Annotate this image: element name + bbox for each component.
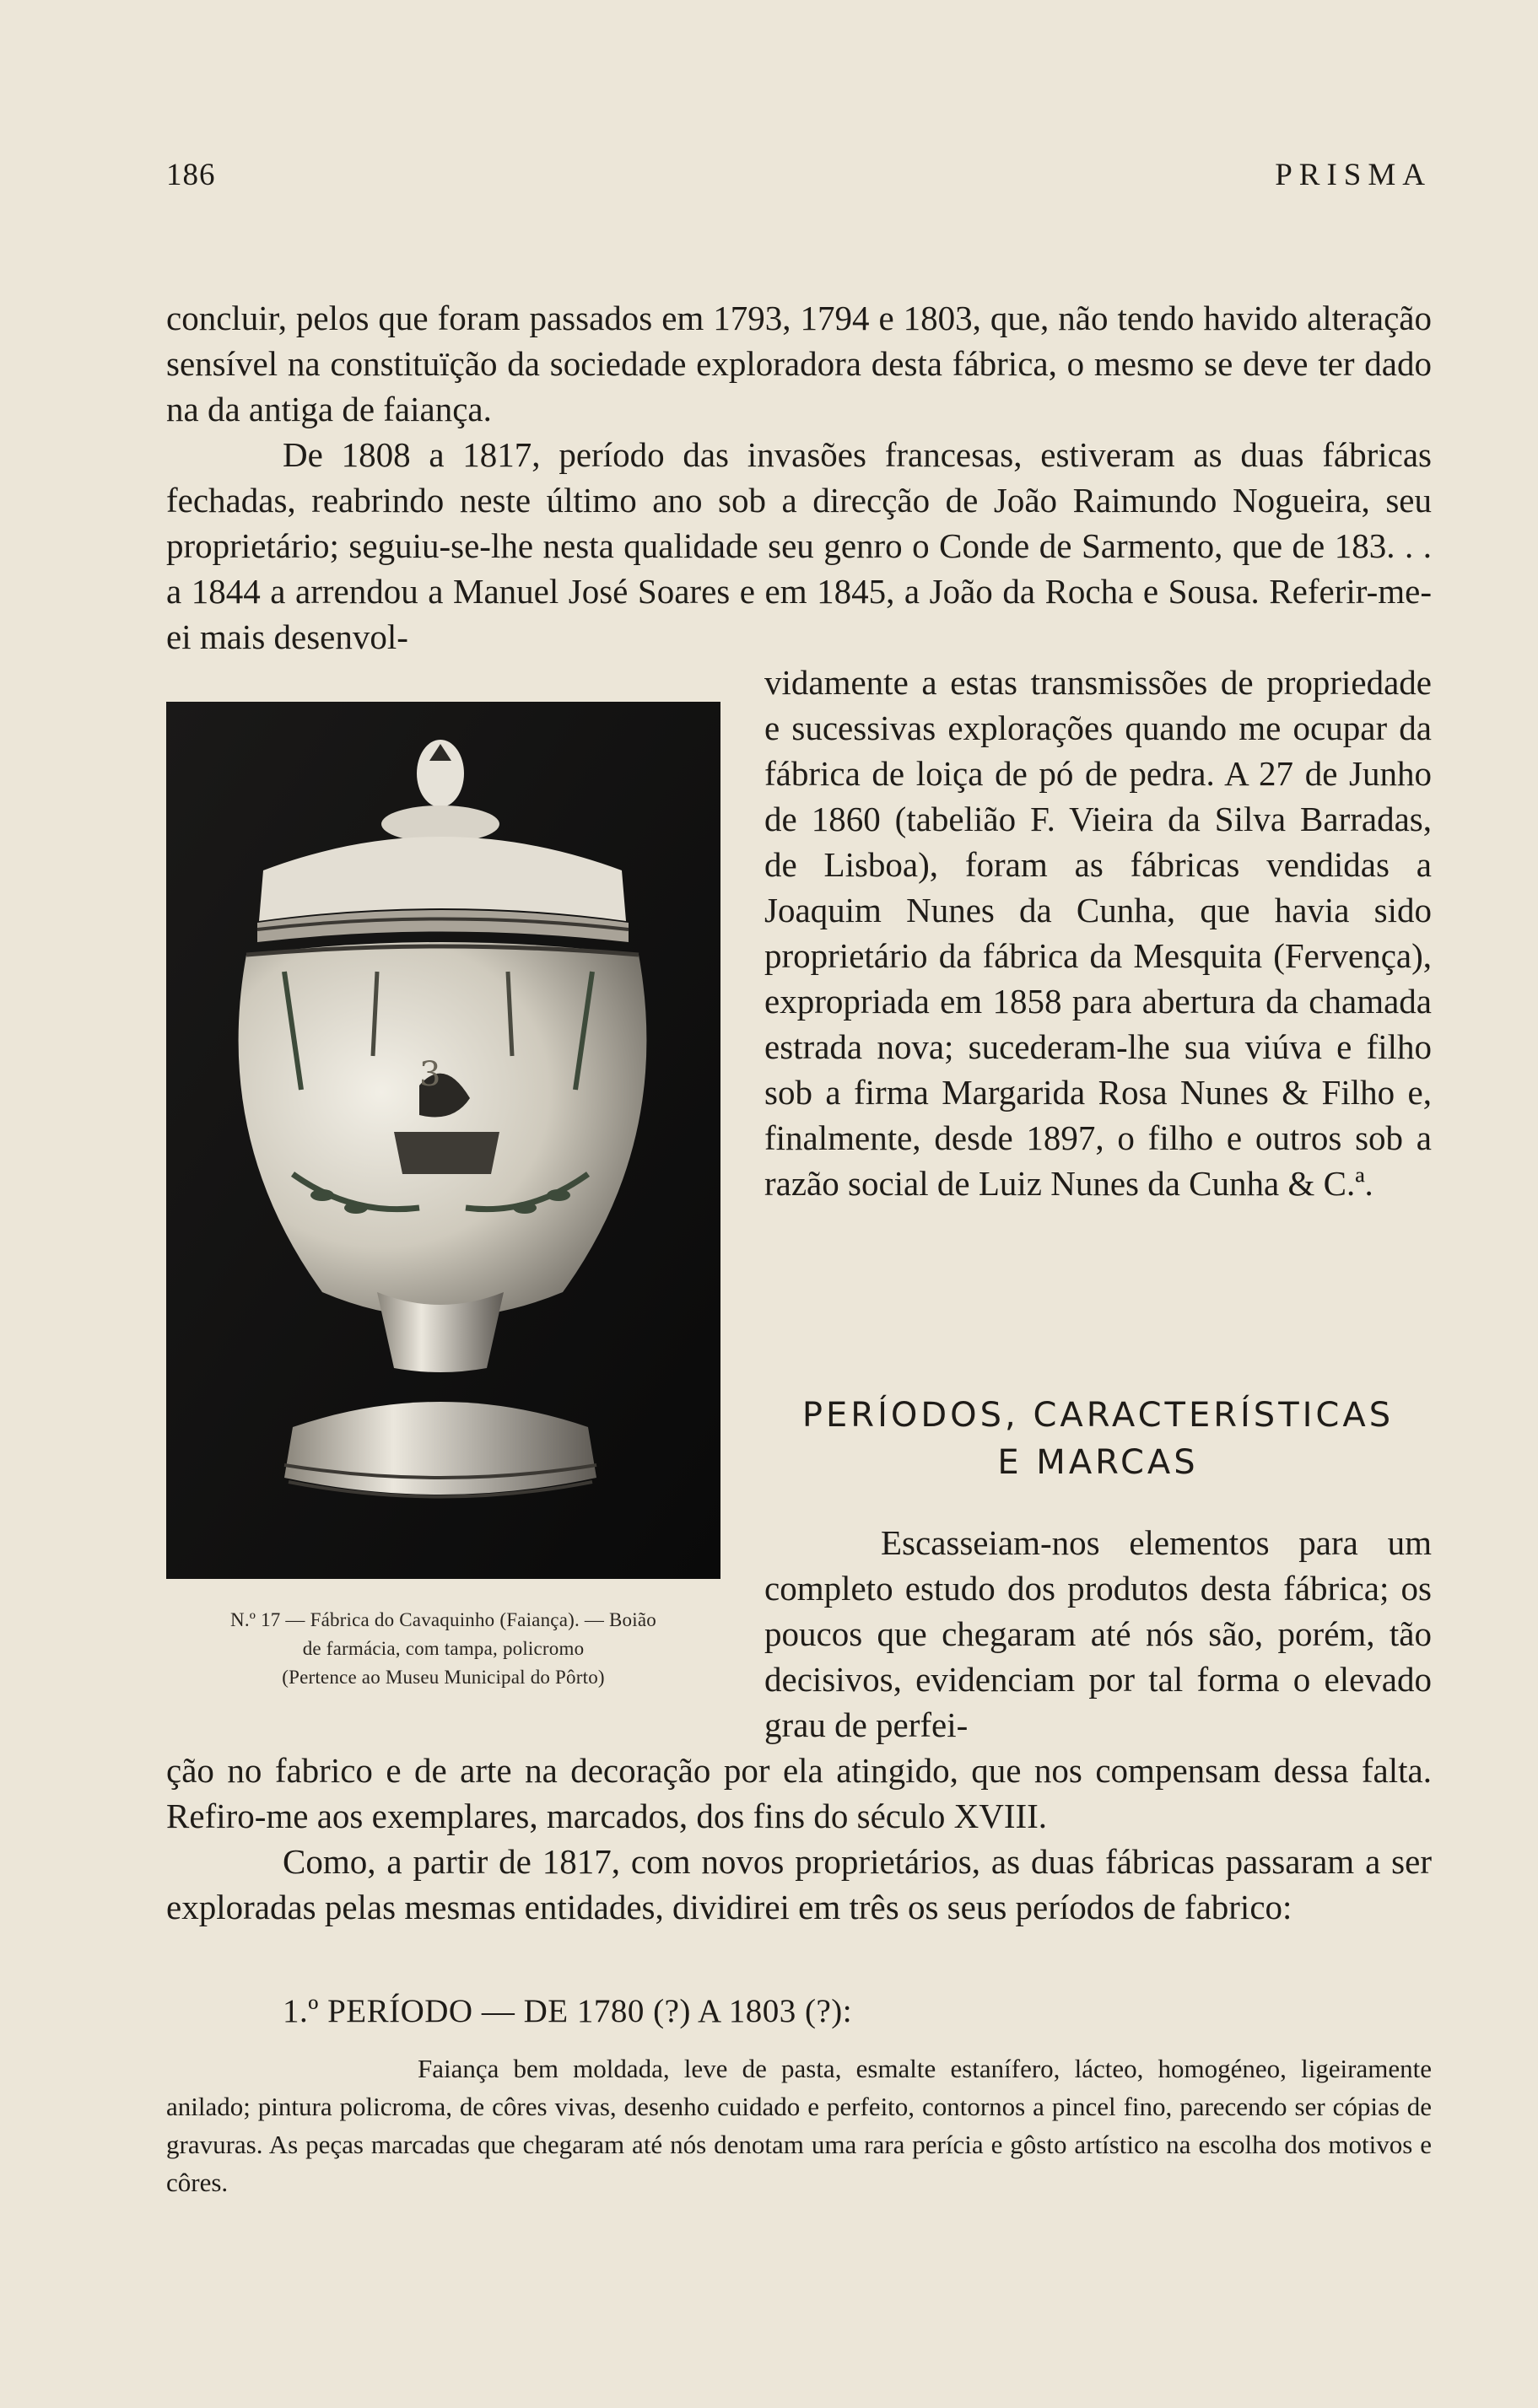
top-text-block (166, 295, 1432, 660)
figure (166, 702, 720, 1692)
running-title: PRISMA (1275, 158, 1432, 192)
paragraph-4: Como, a partir de 1817, com novos proprietários, as duas fábricas passaram a ser exploradas pelas mesmas entidades, dividirei em três os seus períodos de fabrico: (166, 1842, 1432, 1926)
pharmacy-jar-illustration (166, 702, 720, 1579)
right-column-continuation (764, 660, 1432, 1206)
bottom-text-block (166, 1748, 1432, 1930)
paragraph-1: concluir, pelos que foram passados em 1793, 1794 e 1803, que, não tendo havido alteração sensível na constituïção da sociedade exploradora desta fábrica, o mesmo se deve ter dado na da antiga de faiança. (166, 299, 1432, 428)
page-number: 186 (166, 158, 216, 192)
paragraph-3-continued: ção no fabrico e de arte na decoração por ela atingido, que nos compensam dessa falta. Refiro-me aos exemplares, marcados, dos fins do século XVIII. (166, 1751, 1432, 1835)
period-description: Faiança bem moldada, leve de pasta, esmalte estanífero, lácteo, homogéneo, ligeiramente anilado; pintura policroma, de côres vivas, desenho cuidado e perfeito, contornos a pincel fino, parecendo ser cópias de gravuras. As peças marcadas que chegaram até nós denotam uma rara perícia e gôsto artístico na escolha dos motivos e côres. (166, 2054, 1432, 2197)
section-heading-line-2: E MARCAS (997, 1443, 1199, 1482)
paragraph-2: De 1808 a 1817, período das invasões francesas, estiveram as duas fábricas fechadas, reabrindo neste último ano sob a direcção de João Raimundo Nogueira, seu proprietário; seguiu-se-lhe nesta qualidade seu genro o Conde de Sarmento, que de 183. . . a 1844 a arrendou a Manuel José Soares e em 1845, a João da Rocha e Sousa. Referir-me-ei mais desenvol- (166, 435, 1432, 656)
section-heading-line-1: PERÍODOS, CARACTERÍSTICAS (801, 1396, 1395, 1435)
svg-text:3: 3 (419, 1055, 441, 1094)
page-header (166, 157, 1432, 207)
caption-line-3: (Pertence ao Museu Municipal do Pôrto) (282, 1667, 605, 1688)
caption-line-2: de farmácia, com tampa, policromo (302, 1638, 585, 1659)
figure-caption (166, 1606, 720, 1692)
period-heading: 1.º PERÍODO — DE 1780 (?) A 1803 (?): (283, 1993, 853, 2029)
caption-line-1: N.º 17 — Fábrica do Cavaquinho (Faiança). — Boião (230, 1609, 656, 1630)
jar-photograph (166, 702, 720, 1579)
section-paragraph-start (764, 1520, 1432, 1748)
section-heading (764, 1392, 1432, 1486)
paragraph-2-continued: vidamente a estas transmissões de propriedade e sucessivas explorações quando me ocupar da fábrica de loiça de pó de pedra. A 27 de Junho de 1860 (tabelião F. Vieira da Silva Barradas, de Lisboa), foram as fábricas vendidas a Joaquim Nunes da Cunha, que havia sido proprietário da fábrica da Mesquita (Fervença), expropriada em 1858 para abertura da chamada estrada nova; sucederam-lhe sua viúva e filho sob a firma Margarida Rosa Nunes & Filho e, finalmente, desde 1897, o filho e outros sob a razão social de Luiz Nunes da Cunha & C.ª. (764, 663, 1432, 1203)
paragraph-3: Escasseiam-nos elementos para um completo estudo dos produtos desta fábrica; os poucos que chegaram até nós são, porém, tão decisivos, evidenciam por tal forma o elevado grau de perfei- (764, 1523, 1432, 1744)
